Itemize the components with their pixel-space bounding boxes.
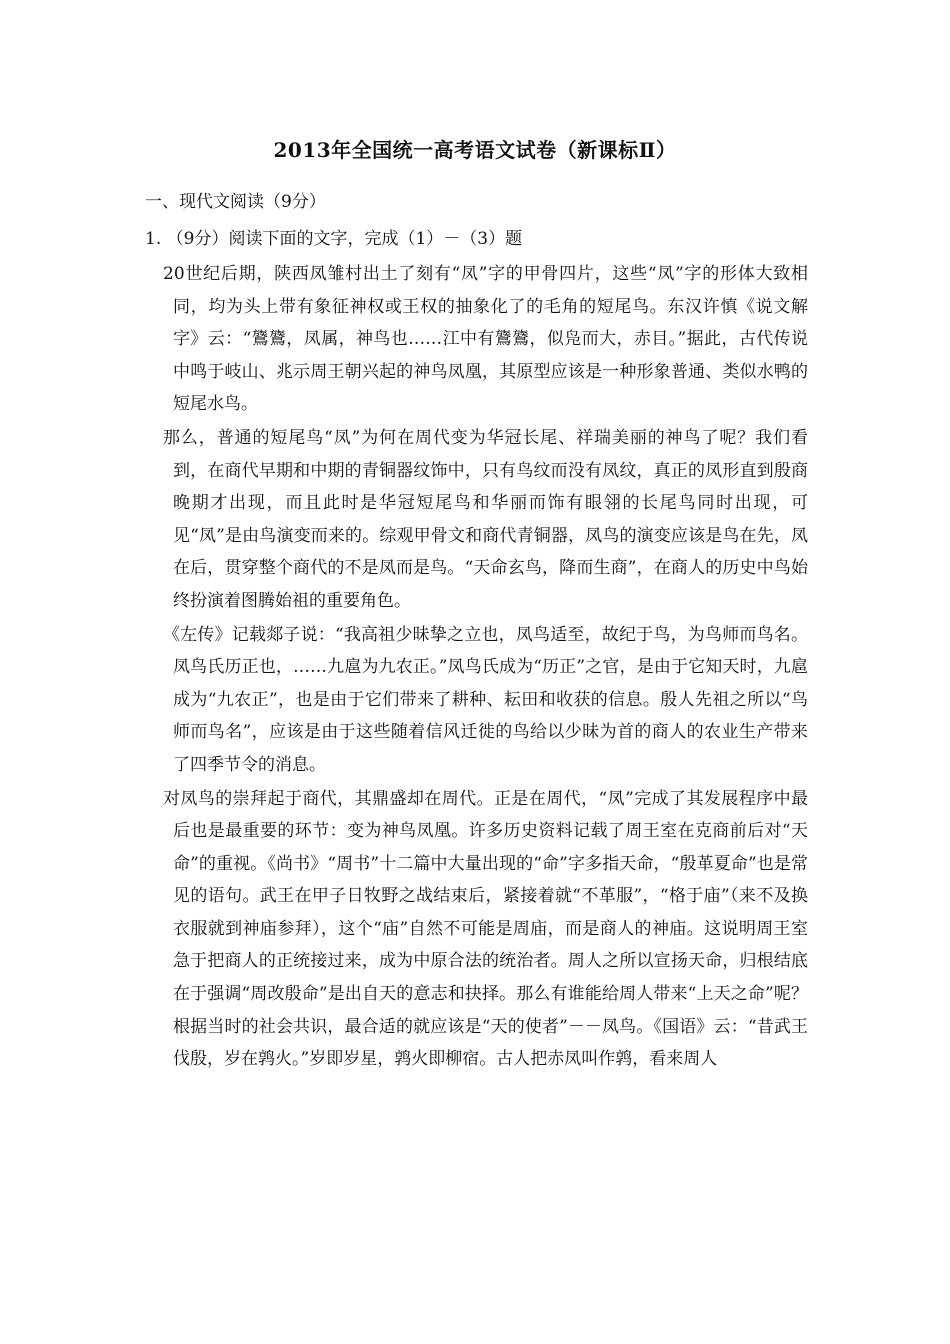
- passage-paragraph-4: 对凤鸟的崇拜起于商代，其鼎盛却在周代。正是在周代，“凤”完成了其发展程序中最后也是最重要的环节：变为神鸟凤凰。许多历史资料记载了周王室在克商前后对“天命”的重视。《尚书》“周书”十二篇中大量出现的“命”字多指天命，“殷革夏命”也是常见的语句。武王在甲子日牧野之战结束后，紧接着就“不革服”，“格于庙”（来不及换衣服就到神庙参拜），这个“庙”自然不可能是周庙，而是商人的神庙。这说明周王室急于把商人的正统接过来，成为中原合法的统治者。周人之所以宣扬天命，归根结底在于强调“周改殷命”是出自天的意志和抉择。那么有谁能给周人带来“上天之命”呢？根据当时的社会共识，最合适的就应该是“天的使者”－－凤鸟。《国语》云：“昔武王伐殷，岁在鹑火。”岁即岁星，鹑火即柳宿。古人把赤凤叫作鹑，看来周人: [163, 788, 808, 1070]
- section-heading: 一、现代文阅读（9分）: [145, 192, 326, 212]
- passage-paragraph-2: 那么，普通的短尾鸟“凤”为何在周代变为华冠长尾、祥瑞美丽的神鸟了呢？我们看到，在商代早期和中期的青铜器纹饰中，只有鸟纹而没有凤纹，真正的凤形直到殷商晚期才出现，而且此时是华冠短尾鸟和华丽而饰有眼翎的长尾鸟同时出现，可见“凤”是由鸟演变而来的。综观甲骨文和商代青铜器，凤鸟的演变应该是鸟在先，凤在后，贯穿整个商代的不是凤而是鸟。“天命玄鸟，降而生商”，在商人的历史中鸟始终扮演着图腾始祖的重要角色。: [163, 427, 808, 611]
- reading-passage: [163, 258, 808, 1077]
- passage-paragraph-1: 20世纪后期，陕西凤雏村出土了刻有“凤”字的甲骨四片，这些“凤”字的形体大致相同，均为头上带有象征神权或王权的抽象化了的毛角的短尾鸟。东汉许慎《说文解字》云：“鷟鷟，凤属，神鸟也……江中有鷟鷟，似凫而大，赤目。”据此，古代传说中鸣于岐山、兆示周王朝兴起的神鸟凤凰，其原型应该是一种形象普通、类似水鸭的短尾水鸟。: [163, 264, 808, 415]
- question-number: 1.: [145, 229, 162, 249]
- question-text: （9分）阅读下面的文字，完成（1）－（3）题: [166, 229, 523, 249]
- question-prompt: [145, 224, 522, 249]
- passage-paragraph-3: 《左传》记载郯子说：“我高祖少昧挚之立也，凤鸟适至，故纪于鸟，为鸟师而鸟名。凤鸟氏历正也，……九扈为九农正。”凤鸟氏成为“历正”之官，是由于它知天时，九扈成为“九农正”，也是由于它们带来了耕种、耘田和收获的信息。殷人先祖之所以“鸟师而鸟名”，应该是由于这些随着信风迁徙的鸟给以少昧为首的商人的农业生产带来了四季节令的消息。: [163, 624, 808, 775]
- document-title: 2013年全国统一高考语文试卷（新课标Ⅱ）: [273, 138, 677, 162]
